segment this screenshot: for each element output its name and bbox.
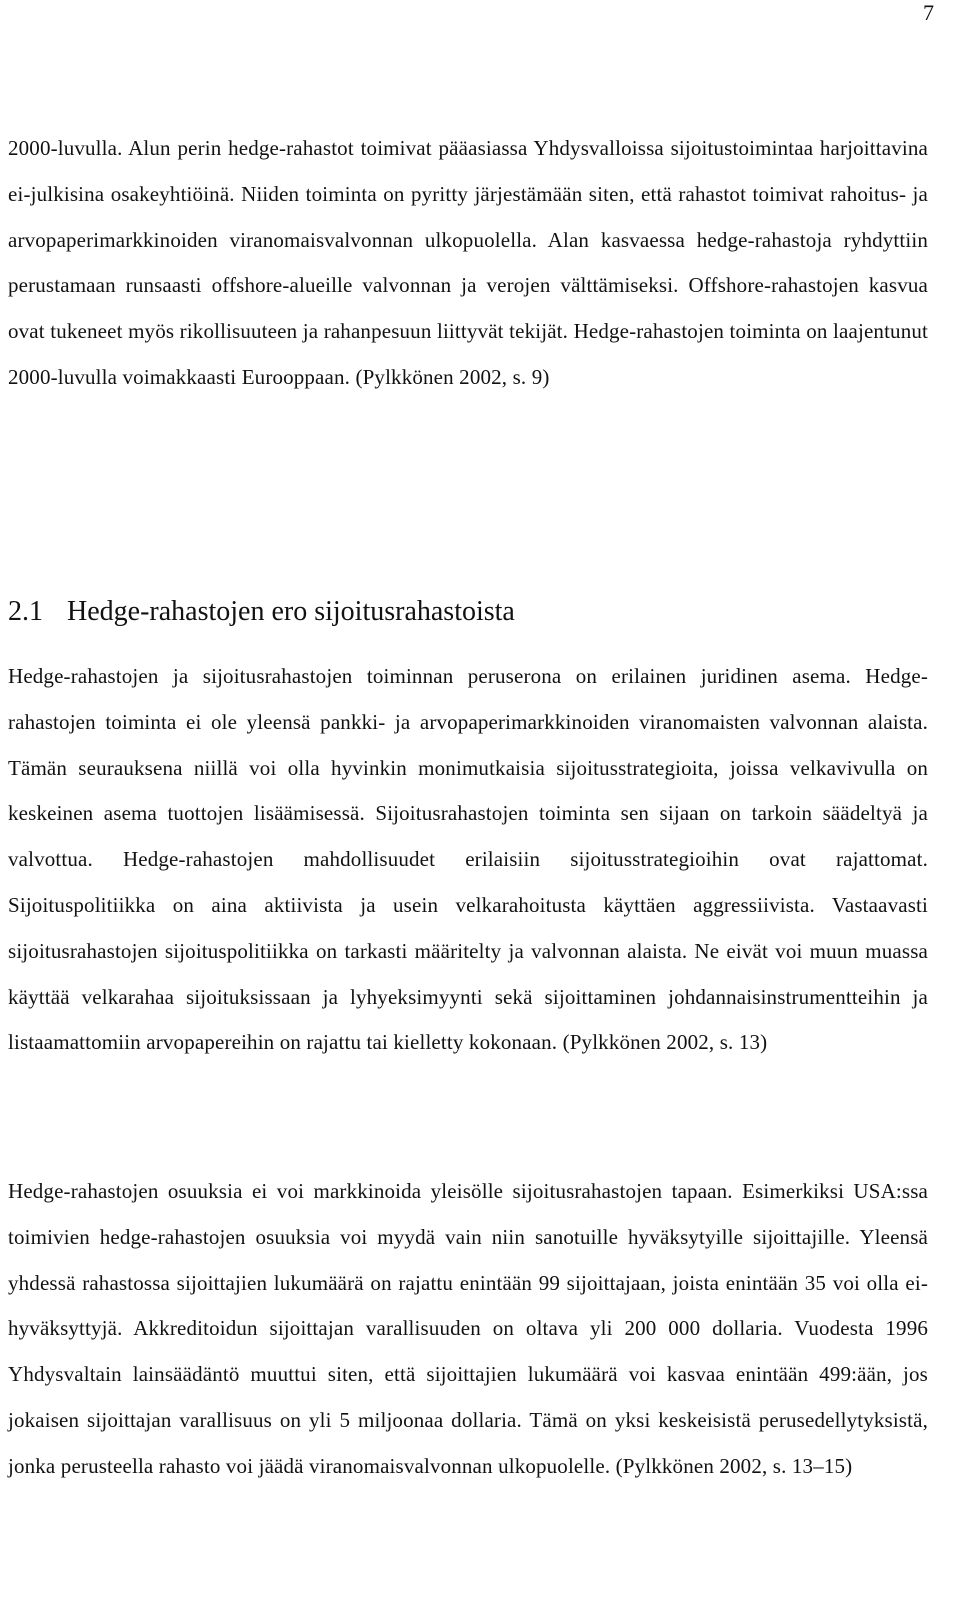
- body-paragraph-3: Hedge-rahastojen osuuksia ei voi markkinoida yleisölle sijoitusrahastojen tapaan. Esimerkiksi USA:ssa toimivien hedge-rahastojen osuuksia voi myydä vain niin sanotuille hyväksytyille sijoittajille. Yleensä yhdessä rahastossa sijoittajien lukumäärä on rajattu enintään 99 sijoittajaan, joista enintään 35 voi olla ei-hyväksyttyjä. Akkreditoidun sijoittajan varallisuuden on oltava yli 200 000 dollaria. Vuodesta 1996 Yhdysvaltain lainsäädäntö muuttui siten, että sijoittajien lukumäärä voi kasvaa enintään 499:ään, jos jokaisen sijoittajan varallisuus on yli 5 miljoonaa dollaria. Tämä on yksi keskeisistä perusedellytyksistä, jonka perusteella rahasto voi jäädä viranomaisvalvonnan ulkopuolelle. (Pylkkönen 2002, s. 13–15): [8, 1179, 928, 1478]
- page-number: 7: [923, 0, 934, 25]
- body-paragraph-1: 2000-luvulla. Alun perin hedge-rahastot toimivat pääasiassa Yhdysvalloissa sijoitustoimintaa harjoittavina ei-julkisina osakeyhtiöinä. Niiden toiminta on pyritty järjestämään siten, että rahastot toimivat rahoitus- ja arvopaperimarkkinoiden viranomaisvalvonnan ulkopuolella. Alan kasvaessa hedge-rahastoja ryhdyttiin perustamaan runsaasti offshore-alueille valvonnan ja verojen välttämiseksi. Offshore-rahastojen kasvua ovat tukeneet myös rikollisuuteen ja rahanpesuun liittyvät tekijät. Hedge-rahastojen toiminta on laajentunut 2000-luvulla voimakkaasti Eurooppaan. (Pylkkönen 2002, s. 9): [8, 136, 928, 389]
- section-number: 2.1: [8, 596, 43, 627]
- body-paragraph-2: Hedge-rahastojen ja sijoitusrahastojen toiminnan peruserona on erilainen juridinen asema. Hedge-rahastojen toiminta ei ole yleensä pankki- ja arvopaperimarkkinoiden viranomaisten valvonnan alaista. Tämän seurauksena niillä voi olla hyvinkin monimutkaisia sijoitusstrategioita, joissa velkavivulla on keskeinen asema tuottojen lisäämisessä. Sijoitusrahastojen toiminta sen sijaan on tarkoin säädeltyä ja valvottua. Hedge-rahastojen mahdollisuudet erilaisiin sijoitusstrategioihin ovat rajattomat. Sijoituspolitiikka on aina aktiivista ja usein velkarahoitusta käyttäen aggressiivista. Vastaavasti sijoitusrahastojen sijoituspolitiikka on tarkasti määritelty ja valvonnan alaista. Ne eivät voi muun muassa käyttää velkarahaa sijoituksissaan ja lyhyeksimyynti sekä sijoittaminen johdannaisinstrumentteihin ja listaamattomiin arvopapereihin on rajattu tai kielletty kokonaan. (Pylkkönen 2002, s. 13): [8, 664, 928, 1055]
- section-heading: [8, 590, 515, 634]
- section-title: Hedge-rahastojen ero sijoitusrahastoista: [67, 596, 515, 627]
